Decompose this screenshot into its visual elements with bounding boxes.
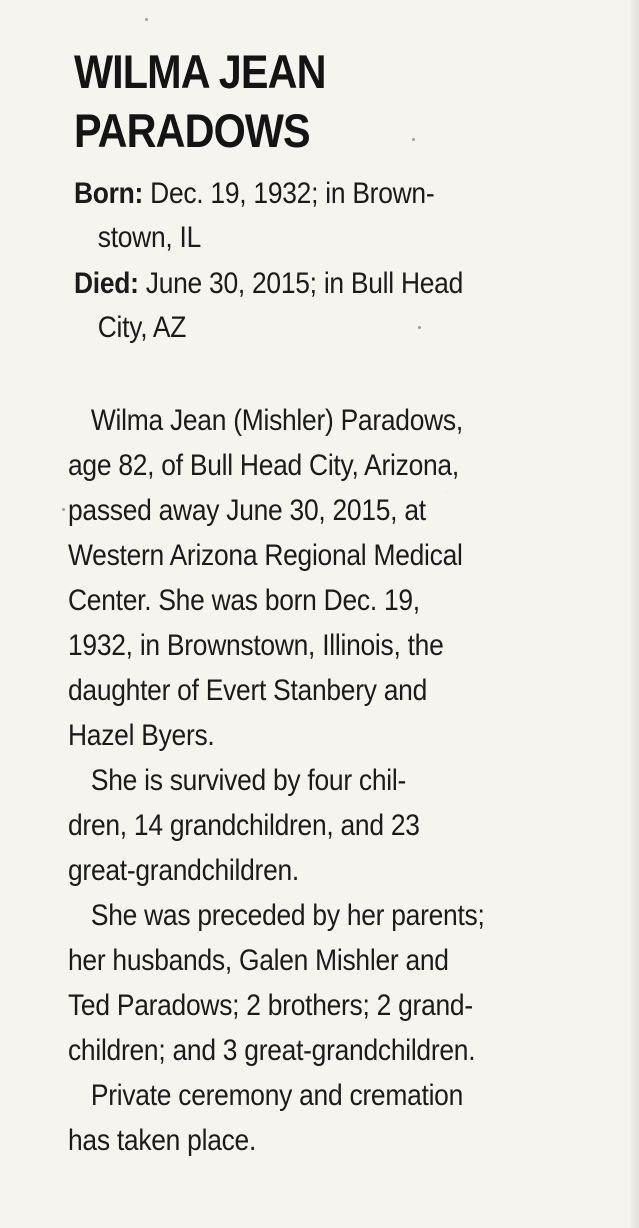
page-edge-shadow xyxy=(629,0,639,1228)
print-speck xyxy=(412,138,415,141)
body-line: She was preceded by her parents; xyxy=(90,899,485,932)
body-line: 1932, in Brownstown, Illinois, the xyxy=(68,629,444,662)
body-line: Wilma Jean (Mishler) Paradows, xyxy=(90,404,463,437)
body-line: Ted Paradows; 2 brothers; 2 grand- xyxy=(68,989,473,1022)
name-line-last: PARADOWS xyxy=(74,104,310,157)
print-speck xyxy=(62,508,65,511)
body-line: Center. She was born Dec. 19, xyxy=(68,584,420,617)
print-speck xyxy=(145,18,148,21)
body-line: her husbands, Galen Mishler and xyxy=(68,944,449,977)
body-line: passed away June 30, 2015, at xyxy=(68,494,426,527)
died-info xyxy=(74,262,549,350)
body-line: Private ceremony and cremation xyxy=(90,1079,464,1112)
died-details-line1: June 30, 2015; in Bull Head xyxy=(138,267,464,300)
print-speck xyxy=(418,326,421,329)
body-line: children; and 3 great-grandchildren. xyxy=(68,1034,476,1067)
obituary-name-heading xyxy=(74,42,532,160)
born-details-line2: stown, IL xyxy=(97,221,202,254)
body-line: great-grandchildren. xyxy=(68,854,299,887)
born-label: Born: xyxy=(74,177,144,210)
body-line: age 82, of Bull Head City, Arizona, xyxy=(68,449,459,482)
born-details-line1: Dec. 19, 1932; in Brown- xyxy=(143,177,435,210)
born-info xyxy=(74,172,549,260)
body-line: Hazel Byers. xyxy=(68,719,215,752)
died-details-line2: City, AZ xyxy=(97,311,187,344)
body-line: daughter of Evert Stanbery and xyxy=(68,674,427,707)
name-line-first: WILMA JEAN xyxy=(74,45,326,98)
died-label: Died: xyxy=(74,267,139,300)
body-line: She is survived by four chil- xyxy=(90,764,407,797)
body-line: has taken place. xyxy=(68,1124,257,1157)
body-line: dren, 14 grandchildren, and 23 xyxy=(68,809,420,842)
obituary-body xyxy=(68,398,587,1163)
body-line: Western Arizona Regional Medical xyxy=(68,539,463,572)
